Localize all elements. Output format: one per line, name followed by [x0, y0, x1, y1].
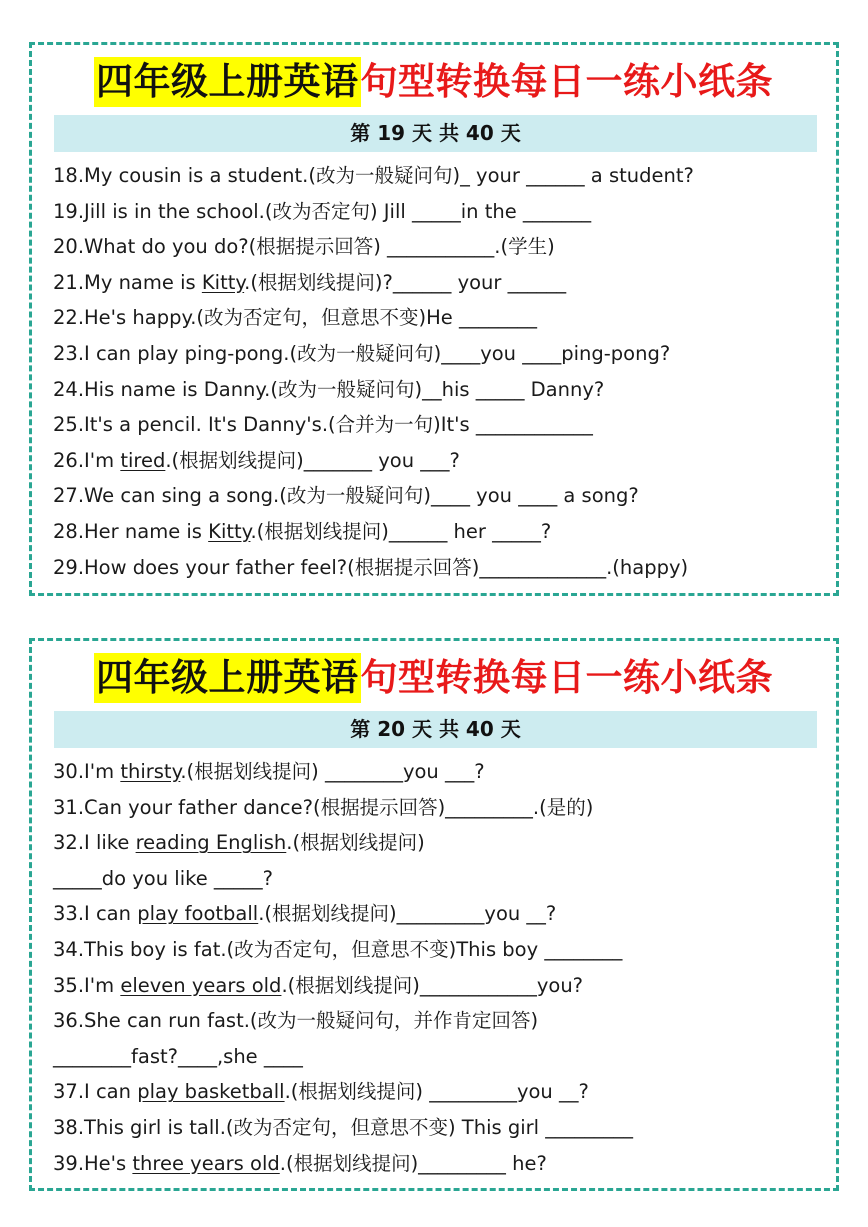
question-line: [53, 229, 823, 265]
question-line: [53, 1003, 823, 1039]
question-text: 30.I'm: [53, 760, 121, 783]
question-text: .(根据划线提问) _________you __?: [284, 1080, 589, 1104]
question-text: 25.It's a pencil. It's Danny's.(合并为一句)It's ____________: [53, 413, 593, 437]
question-text: 34.This boy is fat.(改为否定句，但意思不变)This boy ________: [53, 937, 623, 961]
title-red-text: 句型转换每日一练小纸条: [360, 60, 773, 103]
question-text: 18.My cousin is a student.(改为一般疑问句)_ your ______ a student?: [53, 164, 694, 187]
worksheet-title: [94, 57, 773, 107]
question-text: 38.This girl is tall.(改为否定句，但意思不变) This girl _________: [53, 1115, 634, 1139]
question-line: [53, 265, 823, 301]
question-text: 39.He's: [53, 1151, 133, 1175]
question-text: .(根据划线提问)_______ you ___?: [165, 448, 460, 472]
worksheet-title: [94, 653, 773, 703]
underlined-phrase: reading English: [135, 831, 287, 855]
question-line: [53, 1039, 823, 1075]
question-line: [53, 825, 823, 861]
question-line: [53, 896, 823, 932]
question-line: [53, 158, 823, 194]
question-line: [53, 300, 823, 336]
question-text: 28.Her name is: [53, 519, 209, 543]
question-list: [53, 158, 823, 585]
question-text: 23.I can play ping-pong.(改为一般疑问句)____you ____ping-pong?: [53, 341, 671, 365]
underlined-phrase: three years old: [132, 1151, 280, 1175]
title-highlight: 四年级上册英语: [94, 653, 361, 703]
underlined-phrase: Kitty: [201, 270, 245, 294]
title-highlight: 四年级上册英语: [94, 57, 361, 107]
worksheet-card-day-20: [29, 638, 839, 1191]
underlined-phrase: play football: [137, 902, 259, 926]
question-line: [53, 514, 823, 550]
question-text: .(根据划线提问)______ her _____?: [250, 519, 552, 543]
underlined-phrase: eleven years old: [120, 973, 282, 997]
question-text: 24.His name is Danny.(改为一般疑问句)__his _____ Danny?: [53, 377, 605, 401]
question-line: [53, 372, 823, 408]
question-text: 19.Jill is in the school.(改为否定句) Jill _____in the _______: [53, 199, 592, 223]
question-line: [53, 336, 823, 372]
question-text: 35.I'm: [53, 973, 121, 997]
question-text: 33.I can: [53, 902, 138, 926]
question-line: [53, 1146, 823, 1182]
question-text: 31.Can your father dance?(根据提示回答)_________.(是的): [53, 795, 594, 819]
question-text: 27.We can sing a song.(改为一般疑问句)____ you ____ a song?: [53, 484, 639, 508]
question-text: .(根据划线提问)____________you?: [281, 973, 584, 997]
question-line: [53, 407, 823, 443]
question-text: 21.My name is: [53, 270, 202, 294]
question-text: .(根据划线提问)_________you __?: [258, 902, 557, 926]
question-text: 36.She can run fast.(改为一般疑问句，并作肯定回答): [53, 1009, 539, 1033]
question-line: [53, 968, 823, 1004]
question-line: [53, 754, 823, 790]
question-line: [53, 932, 823, 968]
question-text: .(根据划线提问) ________you ___?: [180, 760, 485, 783]
question-text: _____do you like _____?: [53, 866, 274, 890]
question-text: 29.How does your father feel?(根据提示回答)_____________.(happy): [53, 555, 689, 579]
title-red-text: 句型转换每日一练小纸条: [360, 656, 773, 699]
underlined-phrase: Kitty: [208, 519, 251, 543]
question-text: 20.What do you do?(根据提示回答) ___________.(学生): [53, 235, 555, 259]
question-text: .(根据划线提问)_________ he?: [279, 1151, 547, 1175]
day-counter: 第 19 天 共 40 天: [54, 115, 817, 152]
underlined-phrase: tired: [120, 448, 166, 472]
question-text: 22.He's happy.(改为否定句，但意思不变)He ________: [53, 306, 537, 330]
question-line: [53, 443, 823, 479]
question-text: 32.I like: [53, 831, 136, 855]
question-line: [53, 1110, 823, 1146]
question-line: [53, 1074, 823, 1110]
question-text: 37.I can: [53, 1080, 138, 1104]
question-text: ________fast?____,she ____: [53, 1044, 303, 1068]
question-text: .(根据划线提问)?______ your ______: [244, 270, 567, 294]
question-line: [53, 550, 823, 586]
day-counter: 第 20 天 共 40 天: [54, 711, 817, 748]
question-line: [53, 790, 823, 826]
worksheet-card-day-19: [29, 42, 839, 596]
question-line: [53, 194, 823, 230]
question-text: 26.I'm: [53, 448, 121, 472]
question-list: [53, 754, 823, 1181]
question-line: [53, 861, 823, 897]
underlined-phrase: play basketball: [137, 1080, 285, 1104]
question-line: [53, 478, 823, 514]
question-text: .(根据划线提问): [286, 831, 425, 855]
underlined-phrase: thirsty: [120, 760, 181, 783]
